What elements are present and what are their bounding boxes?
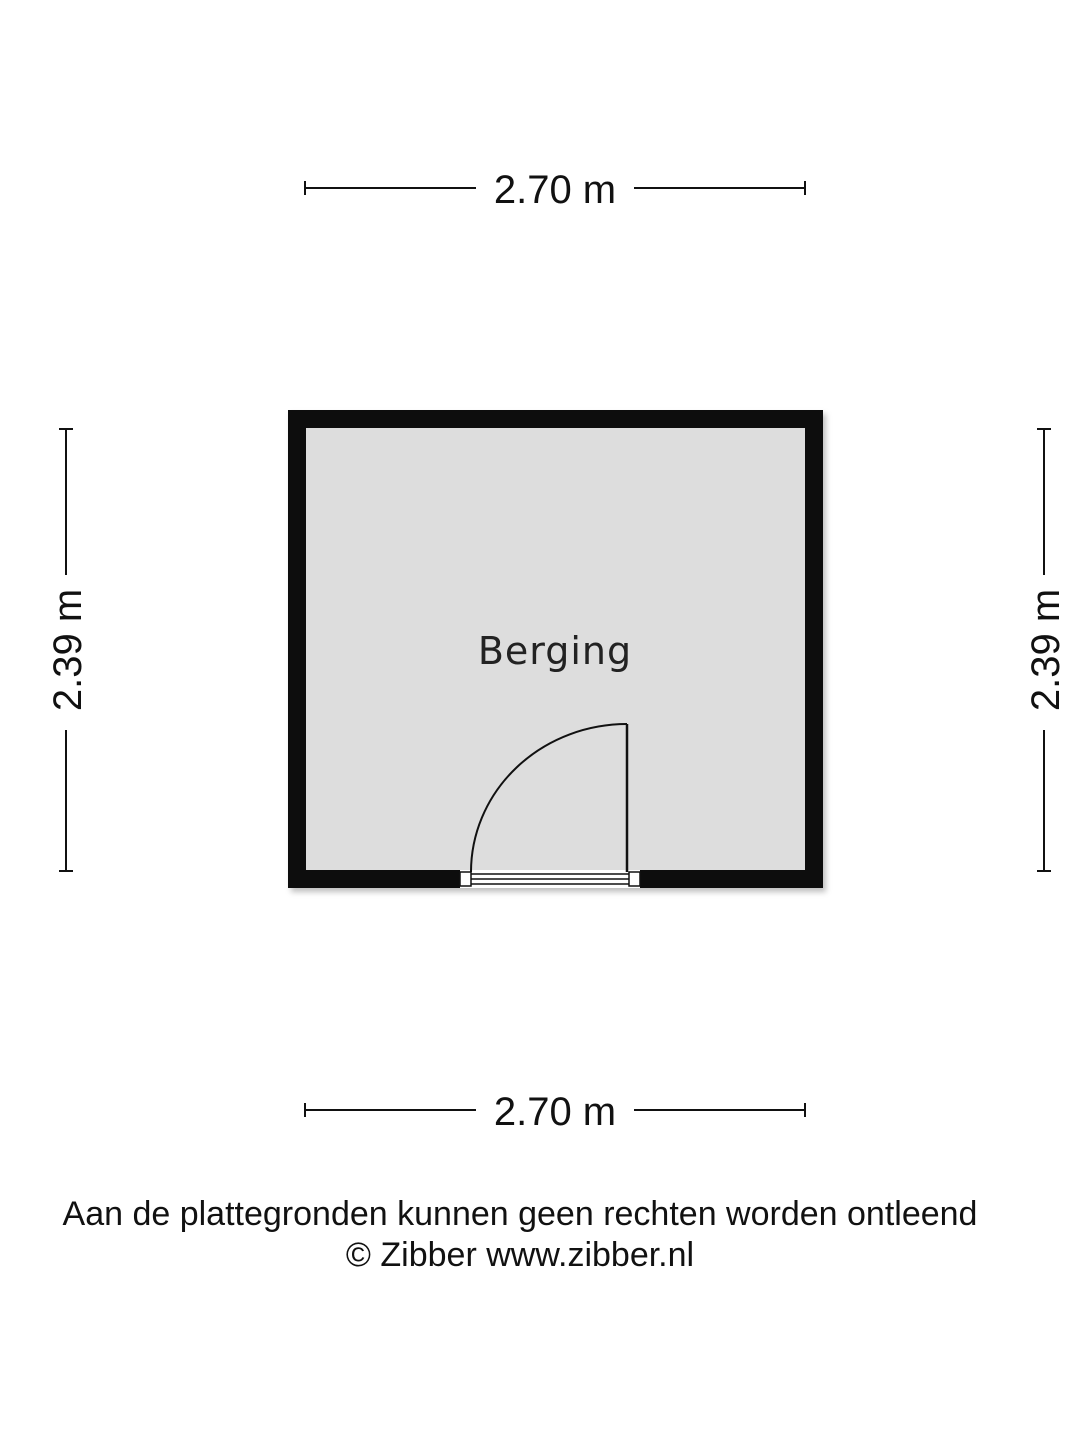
door-opening: [460, 870, 640, 888]
right-dimension-label: 2.39 m: [1024, 588, 1068, 712]
copyright-text: © Zibber www.zibber.nl: [345, 1236, 695, 1274]
bottom-dimension-label: 2.70 m: [493, 1090, 617, 1134]
left-dimension-label: 2.39 m: [46, 588, 90, 712]
room-label: Berging: [477, 629, 633, 673]
disclaimer-text: Aan de plattegronden kunnen geen rechten worden ontleend: [62, 1195, 978, 1233]
top-dimension-label: 2.70 m: [493, 168, 617, 212]
